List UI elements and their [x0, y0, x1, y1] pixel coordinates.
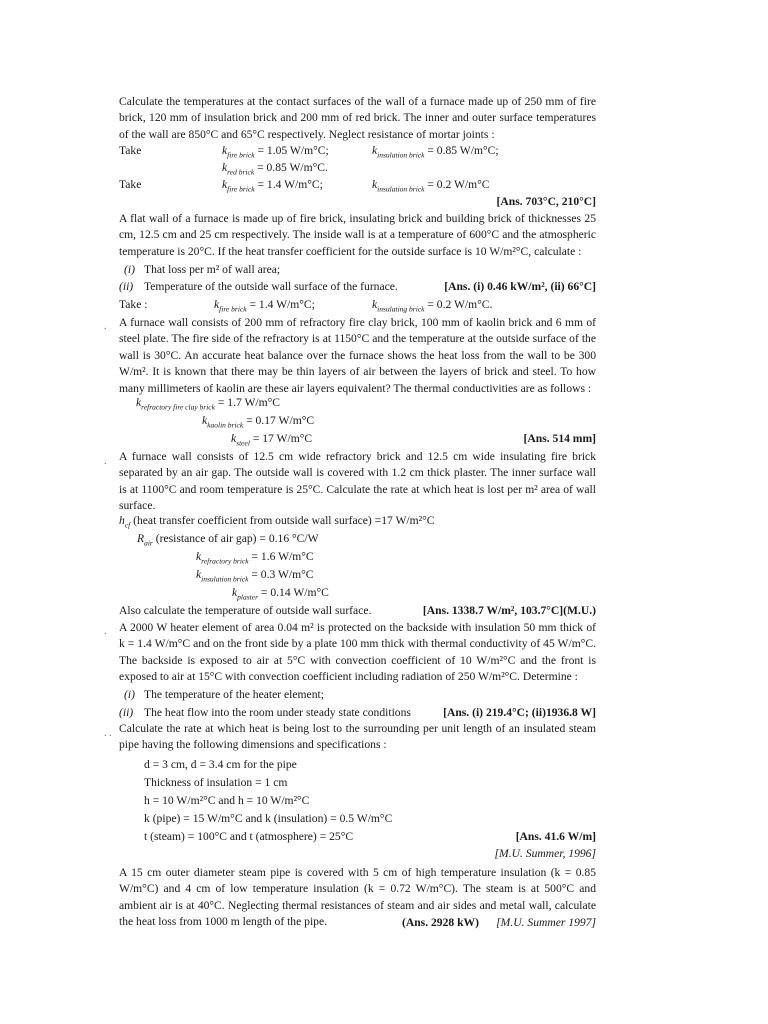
problem-4-k-refractory: $k_{refractory brick} = 1.6$ W/m°C	[196, 550, 314, 566]
problem-2-k-insulating-brick: $k_{insulating brick} = 0.2$ W/m°C.	[372, 298, 493, 314]
problem-2-text: A flat wall of a furnace is made up of fire brick, insulating brick and building brick of thicknesses 25 cm, 12.5 cm and 25 cm respectively. The inside wall is at a temperature of 600°C and the atmospheric temperature is 20°C. If the heat transfer coefficient for the outside surface is 10 W/m²°C, calculate :	[119, 212, 596, 258]
problem-4-also: Also calculate the temperature of outside wall surface.	[119, 604, 372, 617]
problem-4-marker: .	[104, 456, 107, 467]
problem-4-h-line: $h_{cf}$ (heat transfer coefficient from outside wall surface) =17 W/m²°C	[119, 514, 435, 530]
problem-5-marker: .	[104, 626, 107, 637]
problem-6-source: [M.U. Summer, 1996]	[494, 847, 596, 860]
problem-6-line-4: k (pipe) = 15 W/m°C and k (insulation) = 0.5 W/m°C	[144, 812, 393, 825]
problem-4-k-plaster: $k_{plaster} = 0.14$ W/m°C	[232, 586, 329, 602]
problem-5-item-1-num: (i)	[124, 688, 135, 701]
problem-6-line-2: Thickness of insulation = 1 cm	[144, 776, 288, 789]
problem-4-text: A furnace wall consists of 12.5 cm wide refractory brick and 12.5 cm wide insulating fire brick separated by an air gap. The outside wall is covered with 1.2 cm thick plaster. The inner surface wall is at 1100°C and room temperature is 25°C. Calculate the rate at which heat is lost per m² area of wall surface.	[119, 450, 596, 513]
problem-7-source: [M.U. Summer 1997]	[496, 916, 596, 929]
problem-4-k-insulation: $k_{insulation brick} = 0.3$ W/m°C	[196, 568, 314, 584]
problem-5-text: A 2000 W heater element of area 0.04 m² is protected on the backside with insulation 50 mm thick of k = 1.4 W/m°C and on the front side by a plate 100 mm thick with thermal conductivity of 45 W/m°C. The backside is exposed to air at 5°C with convection coefficient of 10 W/m²°C and the front is exposed to air at 15°C with convection coefficient including radiation of 250 W/m²°C. Determine :	[119, 621, 596, 684]
problem-1-k-red-brick: $k_{red brick} = 0.85$ W/m°C.	[222, 161, 328, 177]
problem-6-answer: [Ans. 41.6 W/m]	[515, 830, 596, 843]
problem-2-answer: [Ans. (i) 0.46 kW/m², (ii) 66°C]	[444, 280, 596, 293]
problem-4-answer: [Ans. 1338.7 W/m², 103.7°C](M.U.)	[422, 604, 596, 617]
problem-7-text: A 15 cm outer diameter steam pipe is covered with 5 cm of high temperature insulation (k = 0.85 W/m°C) and 4 cm of low temperature insulation (k = 0.72 W/m°C). The steam is at 500°C and ambient air is at 40°C. Neglecting thermal resistances of steam and air sides and metal wall, calculate the heat loss from 1000 m length of the pipe.	[119, 866, 596, 929]
problem-2-take-label: Take :	[119, 298, 148, 311]
problem-2-k-fire-brick: $k_{fire brick} = 1.4$ W/m°C;	[214, 298, 315, 314]
problem-5-answer: [Ans. (i) 219.4°C; (ii)1936.8 W]	[443, 706, 596, 719]
problem-1-take-label: Take	[119, 144, 142, 157]
problem-6-marker: . .	[104, 728, 112, 739]
problem-4-r-line: $R_{air}$ (resistance of air gap) = 0.16 °C/W	[137, 532, 319, 548]
problem-1-k-insulation-brick-2: $k_{insulation brick} = 0.2$ W/m°C	[372, 178, 490, 194]
problem-2-item-2: Temperature of the outside wall surface of the furnace.	[144, 280, 398, 293]
problem-5-item-1: The temperature of the heater element;	[144, 688, 324, 701]
problem-3-answer: [Ans. 514 mm]	[523, 432, 596, 445]
problem-1-k-fire-brick: $k_{fire brick} = 1.05$ W/m°C;	[222, 144, 329, 160]
problem-1-text: Calculate the temperatures at the contact surfaces of the wall of a furnace made up of 250 mm of fire brick, 120 mm of insulation brick and 200 mm of red brick. The inner and outer surface temperatures of the wall are 850°C and 65°C respectively. Neglect resistance of mortar joints :	[119, 95, 596, 141]
problem-2-item-1-num: (i)	[124, 263, 135, 276]
problem-3-k-kaolin: $k_{kaolin brick} = 0.17$ W/m°C	[202, 414, 315, 430]
problem-1-take-label-2: Take	[119, 178, 142, 191]
problem-5-item-2: The heat flow into the room under steady state conditions	[144, 706, 411, 719]
problem-3-text: A furnace wall consists of 200 mm of refractory fire clay brick, 100 mm of kaolin brick and 6 mm of steel plate. The fire side of the refractory is at 1150°C and the temperature at the outside surface of the wall is 30°C. An accurate heat balance over the furnace shows the heat loss from the wall to be 300 W/m². It is known that there may be thin layers of air between the layers of brick and steel. To how many millimeters of kaolin are these air layers equivalent? The thermal conductivities are as follows :	[119, 316, 596, 395]
problem-6-line-1: d = 3 cm, d = 3.4 cm for the pipe	[144, 758, 297, 771]
problem-7-answer: (Ans. 2928 kW)	[402, 916, 479, 929]
problem-3-k-steel: $k_{steel} = 17$ W/m°C	[231, 432, 313, 448]
problem-1-k-fire-brick-2: $k_{fire brick} = 1.4$ W/m°C;	[222, 178, 323, 194]
problem-2-item-1: That loss per m² of wall area;	[144, 263, 281, 276]
problem-1-k-insulation-brick: $k_{insulation brick} = 0.85$ W/m°C;	[372, 144, 499, 160]
problem-6-line-5: t (steam) = 100°C and t (atmosphere) = 25°C	[144, 830, 354, 843]
problem-6-line-3: h = 10 W/m²°C and h = 10 W/m²°C	[144, 794, 310, 807]
problem-5-item-2-num: (ii)	[119, 706, 134, 719]
problem-3-k-refractory: $k_{refractory fire clay brick} = 1.7$ W/m°C	[136, 396, 281, 412]
problem-1-answer: [Ans. 703°C, 210°C]	[496, 195, 596, 208]
problem-3-marker: .	[104, 321, 107, 332]
problem-6-text: Calculate the rate at which heat is being lost to the surrounding per unit length of an insulated steam pipe having the following dimensions and specifications :	[119, 722, 596, 752]
problem-2-item-2-num: (ii)	[119, 280, 134, 293]
